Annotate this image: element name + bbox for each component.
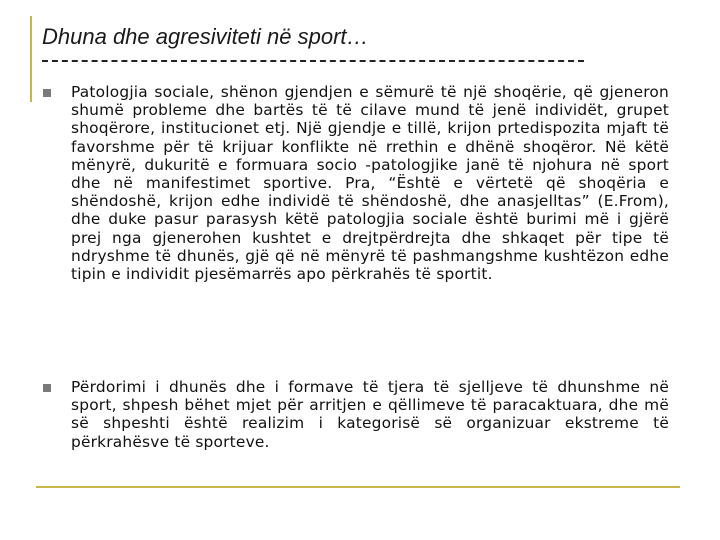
accent-horizontal-line bbox=[36, 486, 680, 488]
accent-vertical-line bbox=[30, 16, 32, 102]
dashed-separator bbox=[42, 60, 584, 62]
bullet-marker bbox=[43, 384, 51, 392]
bullet-marker bbox=[43, 89, 51, 97]
slide-title: Dhuna dhe agresiviteti në sport… bbox=[42, 24, 369, 49]
bullet-text-2: Përdorimi i dhunës dhe i formave të tjera të sjelljeve të dhunshme në sport, shpesh bëhet mjet për arritjen e qëllimeve të paracaktuara, dhe më së shpeshti është realizim i kategorisë së organizuar ekstreme të përkrahësve të sporteve. bbox=[71, 378, 669, 451]
bullet-text-1: Patologjia sociale, shënon gjendjen e sëmurë të një shoqërie, që gjeneron shumë probleme dhe bartës të të cilave mund të jenë individët, grupet shoqërore, institucionet etj. Një gjendje e tillë, krijon prtedispozita mjaft të favorshme për të krijuar konflikte në rrethin e dhënë shoqëror. Në këtë mënyrë, dukuritë e formuara socio -patologjike janë të njohura në sport dhe në manifestimet sportive. Pra, “Është e vërtetë që shoqëria e shëndoshë, krijon edhe individë të shëndoshë, dhe anasjelltas” (E.From), dhe duke pasur parasysh këtë patologjia sociale është burimi më i gjërë prej nga gjenerohen kushtet e drejtpërdrejta dhe shkaqet për tipe të ndryshme të dhunës, gjë që në mënyrë të pashmangshme kushtëzon edhe tipin e individit pjesëmarrës apo përkrahës të sportit. bbox=[71, 83, 669, 284]
